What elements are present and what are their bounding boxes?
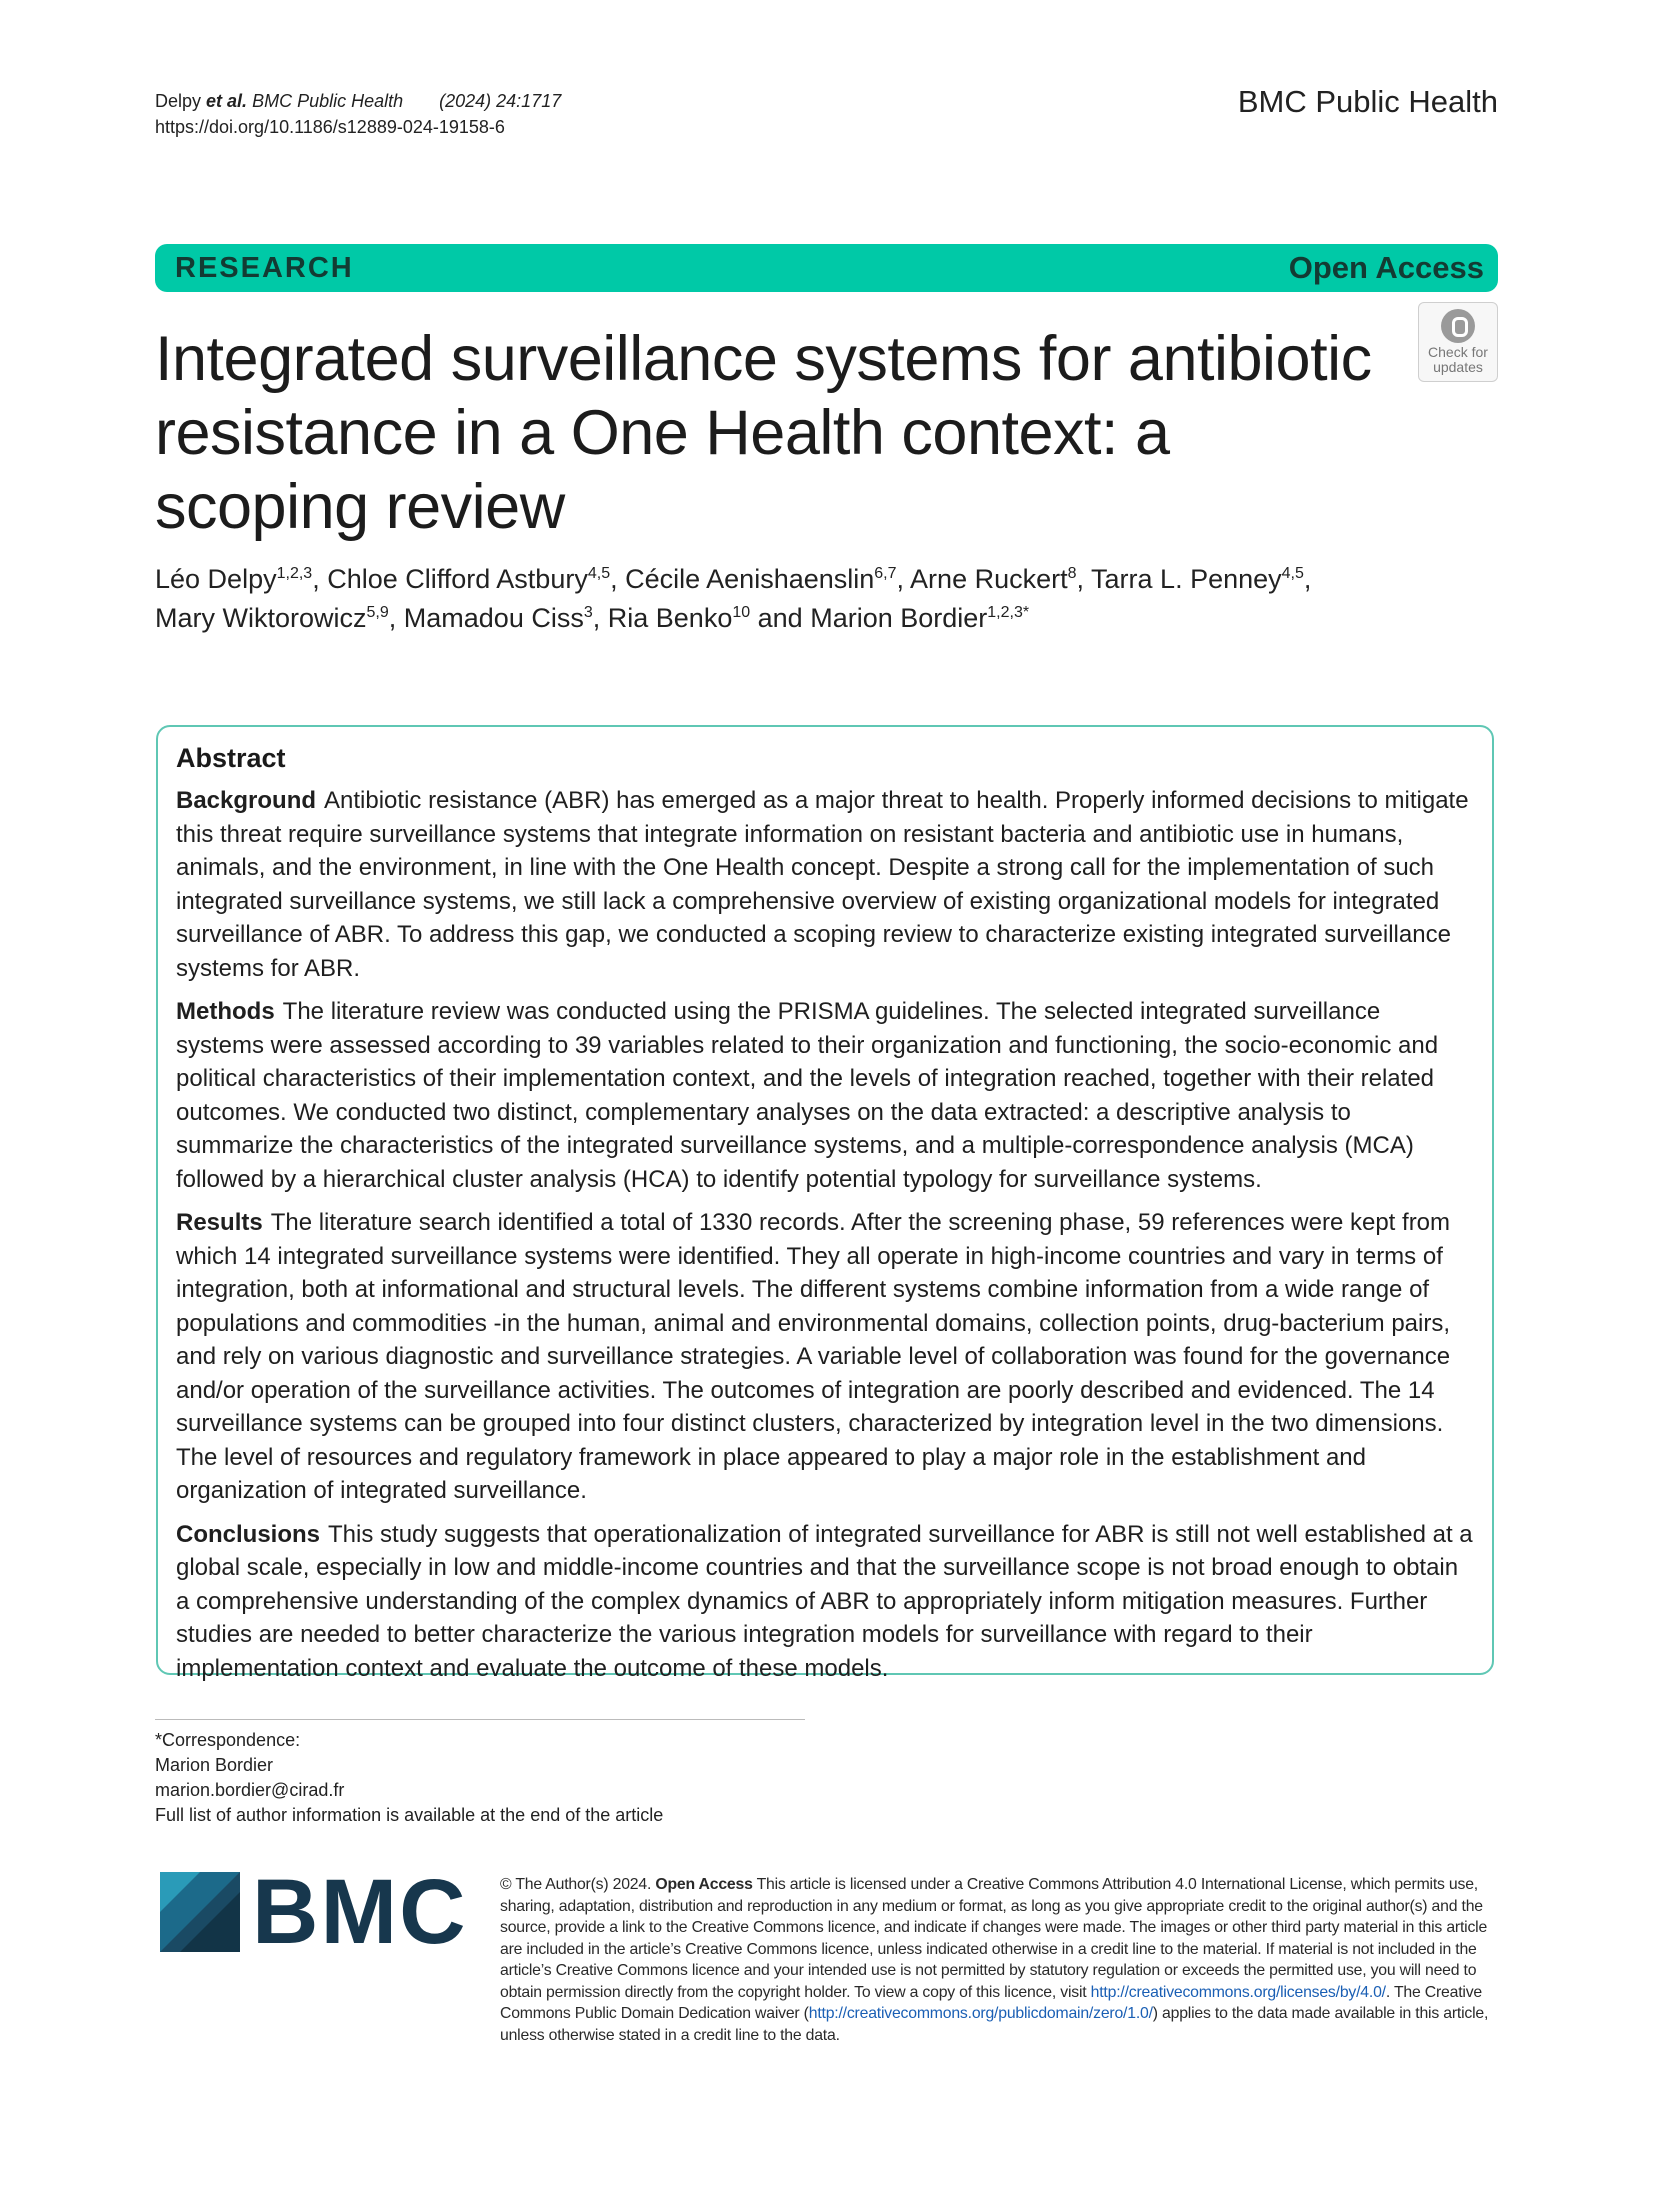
author-affiliation: 4,5 bbox=[587, 565, 611, 582]
author-name: Tarra L. Penney bbox=[1091, 564, 1282, 594]
cc-by-link[interactable]: http://creativecommons.org/licenses/by/4.0/ bbox=[1090, 1983, 1386, 2001]
research-label: RESEARCH bbox=[175, 252, 354, 284]
open-access-label: Open Access bbox=[1288, 250, 1484, 285]
author-name: Léo Delpy bbox=[155, 564, 277, 594]
license-open-access: Open Access bbox=[655, 1876, 753, 1893]
citation-volume: (2024) 24:1717 bbox=[439, 91, 562, 111]
author-affiliation: 5,9 bbox=[366, 604, 389, 621]
correspondence-block bbox=[155, 1728, 663, 1828]
license-text: © The Author(s) 2024. Open Access This article is licensed under a Creative Commons Attribution 4.0 International License, which permits use, sharing, adaptation, distribution and reproduction in any medium or format, as long as you give appropriate credit to the original author(s) and the source, provide a link to the Creative Commons licence, and indicate if changes were made. The images or other third party material in this article are included in the article’s Creative Commons licence, unless indicated otherwise in a credit line to the material. If material is not included in the article’s Creative Commons licence and your intended use is not permitted by statutory regulation or exceeds the permitted use, you will need to obtain permission directly from the copyright holder. To view a copy of this licence, visit http://creativecommons.org/licenses/by/4.0/. The Creative Commons Public Domain Dedication waiver (http://creativecommons.org/publicdomain/zero/1.0/) applies to the data made available in this article, unless otherwise stated in a credit line to the data. bbox=[500, 1876, 1489, 2044]
bmc-logo bbox=[160, 1861, 468, 1963]
correspondence-name: Marion Bordier bbox=[155, 1755, 274, 1775]
results-label: Results bbox=[176, 1209, 263, 1236]
citation-header bbox=[155, 88, 561, 140]
abstract-conclusions bbox=[176, 1518, 1474, 1686]
author-affiliation: 1,2,3 bbox=[276, 565, 313, 582]
author-affiliation: 1,2,3* bbox=[987, 604, 1030, 621]
abstract-box bbox=[156, 725, 1494, 1682]
abstract-results bbox=[176, 1206, 1474, 1508]
conclusions-label: Conclusions bbox=[176, 1520, 321, 1548]
methods-text: The literature review was conducted using the PRISMA guidelines. The selected integrated surveillance systems were assessed according to 39 variables related to their organization and functioning, the socio-economic and political characteristics of their implementation context, and the levels of integration reached, together with their related outcomes. We conducted two distinct, complementary analyses on the data extracted: a descriptive analysis to summarize the characteristics of the integrated surveillance systems, and a multiple-correspondence analysis (MCA) followed by a hierarchical cluster analysis (HCA) to identify potential typology for surveillance systems. bbox=[176, 998, 1439, 1193]
results-text: The literature search identified a total of 1330 records. After the screening phase, 59 references were kept from which 14 integrated surveillance systems were identified. They all operate in high-income countries and vary in terms of integration, both at informational and structural levels. The different systems combine information from a wide range of populations and commodities -in the human, animal and environmental domains, collection points, drug-bacterium pairs, and rely on various diagnostic and surveillance strategies. A variable level of collaboration was found for the governance and/or operation of the surveillance activities. The outcomes of integration are poorly described and evidenced. The 14 surveillance systems can be grouped into four distinct clusters, characterized by integration level in the two dimensions. The level of resources and regulatory framework in place appeared to play a major role in the establishment and organization of integrated surveillance. bbox=[176, 1209, 1451, 1504]
article-type-banner bbox=[155, 244, 1498, 292]
correspondence-email[interactable]: marion.bordier@cirad.fr bbox=[155, 1780, 345, 1800]
article-title: Integrated surveillance systems for antibiotic resistance in a One Health context: a scoping review bbox=[155, 324, 1372, 542]
author-line-1: Léo Delpy$^{1,2,3}$, Chloe Clifford Astbury$^{4,5}$, Cécile Aenishaenslin$^{6,7}$, Arne Ruckert$^8$, Tarra L. Penney$^{4,5}$, bbox=[155, 564, 1312, 594]
footnote-divider bbox=[155, 1719, 805, 1720]
check-updates-text: Check for updates bbox=[1428, 344, 1488, 375]
author-line-2: Mary Wiktorowicz$^{5,9}$, Mamadou Ciss$^3$, Ria Benko$^{10}$ and Marion Bordier$^{1,2,3*}$ bbox=[155, 603, 1030, 633]
author-name: Marion Bordier bbox=[810, 603, 988, 633]
author-affiliation: 3 bbox=[583, 604, 593, 621]
background-text: Antibiotic resistance (ABR) has emerged as a major threat to health. Properly informed decisions to mitigate this threat require surveillance systems that integrate information on resistant bacteria and antibiotic use in humans, animals, and the environment, in line with the One Health concept. Despite a strong call for the implementation of such integrated surveillance systems, we still lack a comprehensive overview of existing organizational models for integrated surveillance of ABR. To address this gap, we conducted a scoping review to characterize existing integrated surveillance systems for ABR. bbox=[176, 787, 1469, 982]
methods-label: Methods bbox=[176, 998, 275, 1025]
author-affiliation: 4,5 bbox=[1281, 565, 1304, 582]
abstract-background bbox=[176, 784, 1474, 985]
citation-line bbox=[155, 88, 561, 114]
check-for-updates-badge[interactable] bbox=[1418, 302, 1498, 382]
abstract-heading: Abstract bbox=[176, 743, 286, 773]
author-affiliation: 10 bbox=[732, 604, 751, 621]
citation-et-al: et al. bbox=[206, 91, 248, 111]
bmc-logo-text: BMC bbox=[252, 1861, 468, 1963]
journal-name: BMC Public Health bbox=[1237, 84, 1498, 119]
author-name: Chloe Clifford Astbury bbox=[327, 564, 588, 594]
author-name: Mamadou Ciss bbox=[403, 603, 584, 633]
author-name: Ria Benko bbox=[607, 603, 733, 633]
bmc-logo-mark-icon bbox=[160, 1872, 240, 1952]
author-name: Cécile Aenishaenslin bbox=[625, 564, 875, 594]
correspondence-note: Full list of author information is available at the end of the article bbox=[155, 1805, 664, 1825]
author-name: Arne Ruckert bbox=[910, 564, 1068, 594]
citation-authors: Delpy bbox=[155, 91, 207, 111]
doi-link[interactable]: https://doi.org/10.1186/s12889-024-19158-6 bbox=[155, 117, 505, 137]
background-label: Background bbox=[176, 787, 317, 814]
conclusions-text: This study suggests that operationalization of integrated surveillance for ABR is still not well established at a global scale, especially in low and middle-income countries and that the surveillance scope is not broad enough to obtain a comprehensive understanding of the complex dynamics of ABR to appropriately inform mitigation measures. Further studies are needed to better characterize the various integration models for surveillance with regard to their implementation context and evaluate the outcome of these models. bbox=[176, 1520, 1473, 1682]
citation-journal: BMC Public Health bbox=[247, 91, 404, 111]
author-affiliation: 8 bbox=[1067, 565, 1077, 582]
check-updates-icon bbox=[1441, 309, 1475, 343]
author-list bbox=[155, 560, 1495, 638]
author-affiliation: 6,7 bbox=[874, 565, 897, 582]
correspondence-label: *Correspondence: bbox=[155, 1730, 301, 1750]
abstract-methods bbox=[176, 995, 1474, 1196]
author-name: Mary Wiktorowicz bbox=[155, 603, 367, 633]
cc-zero-link[interactable]: http://creativecommons.org/publicdomain/zero/1.0/ bbox=[808, 2005, 1153, 2022]
